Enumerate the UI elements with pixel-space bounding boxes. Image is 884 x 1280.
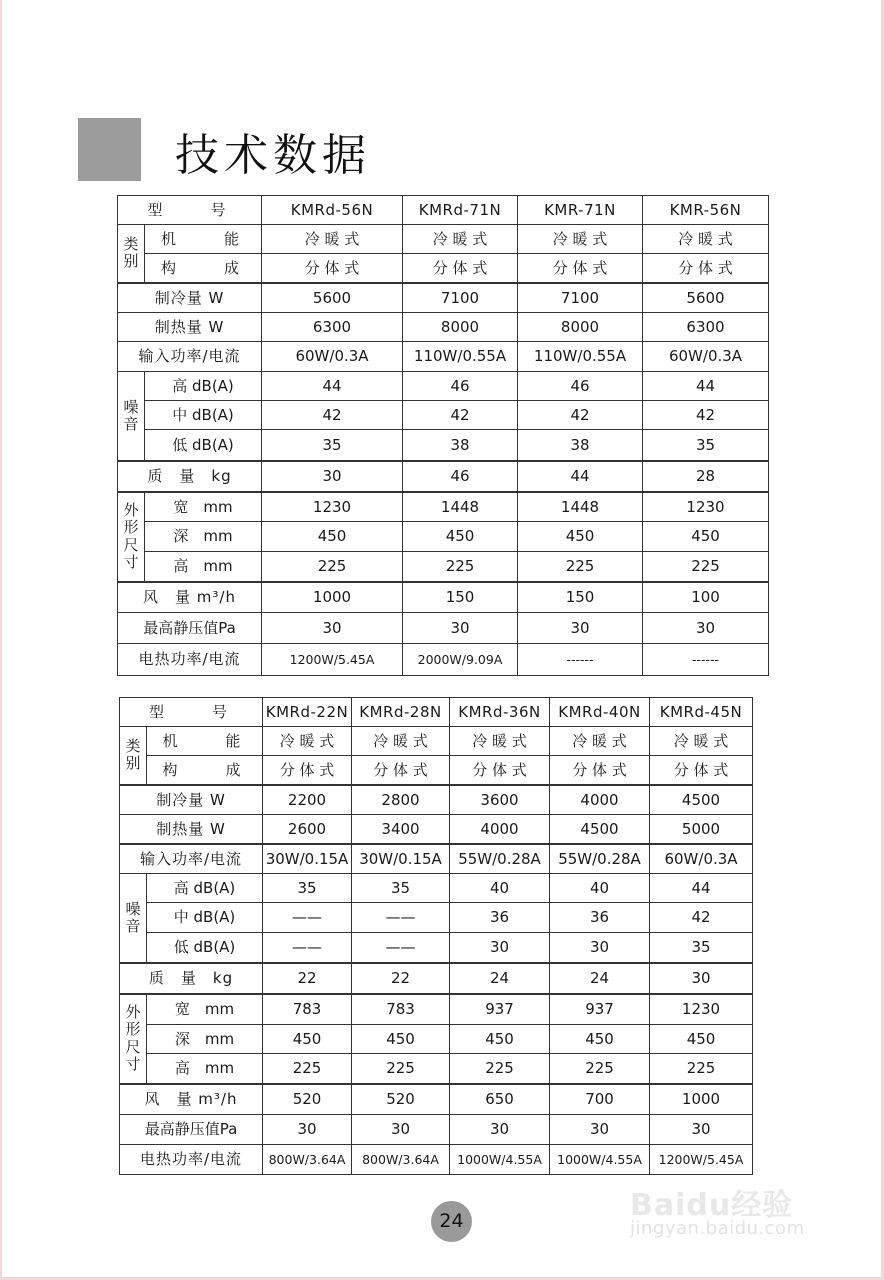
label-airflow: 风 量 m³/h (120, 1084, 263, 1115)
data-cell: 150 (518, 582, 643, 613)
data-cell: 冷 暖 式 (518, 225, 643, 254)
data-cell: ------ (643, 644, 769, 676)
label-noise-low: 低 dB(A) (145, 430, 262, 461)
data-cell: 35 (262, 430, 403, 461)
data-cell: 4000 (550, 785, 650, 815)
label-model: 型 号 (118, 196, 262, 225)
label-structure: 构 成 (147, 756, 263, 785)
data-cell: 30 (650, 963, 753, 994)
data-cell: 冷 暖 式 (550, 727, 650, 756)
label-electric-heat: 电热功率/电流 (118, 644, 262, 676)
data-cell: 7100 (518, 283, 643, 313)
data-cell: 520 (263, 1084, 352, 1115)
data-cell: 3400 (352, 815, 450, 844)
data-cell: 800W/3.64A (352, 1145, 450, 1175)
data-cell: 冷 暖 式 (262, 225, 403, 254)
data-cell: 30 (550, 1115, 650, 1145)
data-cell: 1448 (518, 492, 643, 522)
label-static-pressure: 最高静压值Pa (118, 613, 262, 644)
data-cell: 30 (262, 461, 403, 492)
data-cell: 分 体 式 (518, 254, 643, 283)
label-height: 高 mm (145, 552, 262, 582)
data-cell: 30W/0.15A (263, 844, 352, 874)
data-cell: 冷 暖 式 (403, 225, 518, 254)
data-cell: 30W/0.15A (352, 844, 450, 874)
data-cell: 800W/3.64A (263, 1145, 352, 1175)
table-row-cooling (118, 283, 769, 313)
data-cell: 1200W/5.45A (262, 644, 403, 676)
data-cell: 46 (403, 372, 518, 401)
data-cell: 28 (643, 461, 769, 492)
data-cell: 60W/0.3A (643, 342, 769, 372)
data-cell: 450 (450, 1025, 550, 1054)
data-cell: 38 (403, 430, 518, 461)
data-cell: 1000 (650, 1084, 753, 1115)
table-row-input-power (120, 844, 753, 874)
data-cell: ------ (518, 644, 643, 676)
data-cell: 30 (450, 933, 550, 963)
data-cell: 150 (403, 582, 518, 613)
data-cell: 35 (352, 874, 450, 903)
data-cell: 分 体 式 (263, 756, 352, 785)
data-cell: 42 (643, 401, 769, 430)
data-cell: 225 (518, 552, 643, 582)
model-cell: KMRd-56N (262, 196, 403, 225)
model-cell: KMR-71N (518, 196, 643, 225)
data-cell: 2200 (263, 785, 352, 815)
page-title: 技术数据 (175, 130, 371, 181)
watermark-url: jingyan.baidu.com (630, 1218, 805, 1239)
data-cell: —— (263, 903, 352, 933)
label-heating: 制热量 W (118, 313, 262, 342)
data-cell: 30 (650, 1115, 753, 1145)
data-cell: 2600 (263, 815, 352, 844)
data-cell: 42 (403, 401, 518, 430)
data-cell: 6300 (262, 313, 403, 342)
data-cell: 225 (550, 1054, 650, 1084)
table-row-heating (120, 815, 753, 844)
data-cell: 60W/0.3A (650, 844, 753, 874)
data-cell: 44 (262, 372, 403, 401)
table-row-noise-low (120, 933, 753, 963)
table-row-static-pressure (120, 1115, 753, 1145)
data-cell: 1448 (403, 492, 518, 522)
data-cell: 46 (518, 372, 643, 401)
data-cell: 冷 暖 式 (650, 727, 753, 756)
data-cell: 937 (450, 994, 550, 1025)
page-number-badge: 24 (431, 1201, 472, 1242)
label-depth: 深 mm (147, 1025, 263, 1054)
data-cell: 450 (263, 1025, 352, 1054)
label-noise: 噪音 (120, 874, 147, 963)
data-cell: 30 (352, 1115, 450, 1145)
data-cell: 60W/0.3A (262, 342, 403, 372)
table-row-noise-mid (120, 903, 753, 933)
table-row-noise-high (118, 372, 769, 401)
data-cell: 冷 暖 式 (352, 727, 450, 756)
table-row-electric-heat (120, 1145, 753, 1175)
data-cell: 冷 暖 式 (643, 225, 769, 254)
label-static-pressure: 最高静压值Pa (120, 1115, 263, 1145)
data-cell: 7100 (403, 283, 518, 313)
label-input-power: 输入功率/电流 (118, 342, 262, 372)
data-cell: 分 体 式 (262, 254, 403, 283)
table-row-airflow (120, 1084, 753, 1115)
data-cell: 22 (352, 963, 450, 994)
table-row-noise-mid (118, 401, 769, 430)
data-cell: 38 (518, 430, 643, 461)
data-cell: 225 (262, 552, 403, 582)
data-cell: 24 (550, 963, 650, 994)
label-noise: 噪音 (118, 372, 145, 461)
data-cell: 450 (352, 1025, 450, 1054)
data-cell: 42 (262, 401, 403, 430)
label-structure: 构 成 (145, 254, 262, 283)
data-cell: 分 体 式 (650, 756, 753, 785)
data-cell: 1230 (262, 492, 403, 522)
data-cell: 2000W/9.09A (403, 644, 518, 676)
label-noise-high: 高 dB(A) (145, 372, 262, 401)
label-airflow: 风 量 m³/h (118, 582, 262, 613)
table-row-airflow (118, 582, 769, 613)
data-cell: 22 (263, 963, 352, 994)
data-cell: 783 (263, 994, 352, 1025)
title-marker-square (78, 118, 141, 181)
data-cell: 1230 (650, 994, 753, 1025)
label-width: 宽 mm (147, 994, 263, 1025)
model-cell: KMRd-22N (263, 698, 352, 727)
data-cell: 225 (650, 1054, 753, 1084)
data-cell: 450 (262, 522, 403, 552)
table-row-height (120, 1054, 753, 1084)
data-cell: 44 (643, 372, 769, 401)
model-cell: KMRd-45N (650, 698, 753, 727)
label-electric-heat: 电热功率/电流 (120, 1145, 263, 1175)
data-cell: —— (352, 933, 450, 963)
data-cell: 42 (650, 903, 753, 933)
data-cell: 225 (643, 552, 769, 582)
table-row-mass (118, 461, 769, 492)
data-cell: —— (352, 903, 450, 933)
data-cell: 5600 (643, 283, 769, 313)
data-cell: 40 (450, 874, 550, 903)
data-cell: 450 (518, 522, 643, 552)
data-cell: 44 (518, 461, 643, 492)
data-cell: 30 (263, 1115, 352, 1145)
data-cell: 55W/0.28A (550, 844, 650, 874)
data-cell: 1230 (643, 492, 769, 522)
label-model: 型 号 (120, 698, 263, 727)
label-dimensions: 外形尺寸 (118, 492, 145, 582)
data-cell: 450 (550, 1025, 650, 1054)
table-row-structure (120, 756, 753, 785)
data-cell: 450 (403, 522, 518, 552)
label-function: 机 能 (147, 727, 263, 756)
data-cell: 35 (650, 933, 753, 963)
data-cell: 35 (643, 430, 769, 461)
table-row-width (120, 994, 753, 1025)
data-cell: 30 (450, 1115, 550, 1145)
spec-table-2 (119, 697, 753, 1175)
label-category: 类别 (118, 225, 145, 283)
data-cell: 36 (550, 903, 650, 933)
data-cell: 6300 (643, 313, 769, 342)
data-cell: 110W/0.55A (518, 342, 643, 372)
label-noise-high: 高 dB(A) (147, 874, 263, 903)
model-cell: KMRd-28N (352, 698, 450, 727)
data-cell: 5600 (262, 283, 403, 313)
table-row-electric-heat (118, 644, 769, 676)
data-cell: 937 (550, 994, 650, 1025)
data-cell: 8000 (403, 313, 518, 342)
data-cell: 30 (403, 613, 518, 644)
label-noise-low: 低 dB(A) (147, 933, 263, 963)
model-cell: KMRd-40N (550, 698, 650, 727)
data-cell: 分 体 式 (352, 756, 450, 785)
data-cell: 40 (550, 874, 650, 903)
data-cell: 783 (352, 994, 450, 1025)
data-cell: 100 (643, 582, 769, 613)
data-cell: 分 体 式 (450, 756, 550, 785)
label-width: 宽 mm (145, 492, 262, 522)
table-row-noise-low (118, 430, 769, 461)
label-depth: 深 mm (145, 522, 262, 552)
data-cell: 44 (650, 874, 753, 903)
label-cooling: 制冷量 W (118, 283, 262, 313)
model-cell: KMR-56N (643, 196, 769, 225)
table-row-model (120, 698, 753, 727)
data-cell: 55W/0.28A (450, 844, 550, 874)
data-cell: 3600 (450, 785, 550, 815)
data-cell: 450 (643, 522, 769, 552)
data-cell: 30 (550, 933, 650, 963)
label-noise-mid: 中 dB(A) (147, 903, 263, 933)
table-row-depth (118, 522, 769, 552)
table-row-width (118, 492, 769, 522)
data-cell: 225 (263, 1054, 352, 1084)
data-cell: 24 (450, 963, 550, 994)
label-mass: 质 量 kg (120, 963, 263, 994)
data-cell: 450 (650, 1025, 753, 1054)
label-noise-mid: 中 dB(A) (145, 401, 262, 430)
model-cell: KMRd-36N (450, 698, 550, 727)
data-cell: 4000 (450, 815, 550, 844)
table-row-structure (118, 254, 769, 283)
data-cell: 225 (403, 552, 518, 582)
data-cell: 4500 (650, 785, 753, 815)
data-cell: 分 体 式 (550, 756, 650, 785)
watermark-logo: Baidu经验 (630, 1188, 794, 1223)
table-row-input-power (118, 342, 769, 372)
spec-table-1 (117, 195, 769, 676)
table-row-noise-high (120, 874, 753, 903)
page-edge-left (0, 0, 2, 1280)
data-cell: 520 (352, 1084, 450, 1115)
data-cell: 35 (263, 874, 352, 903)
data-cell: 42 (518, 401, 643, 430)
label-cooling: 制冷量 W (120, 785, 263, 815)
table-row-model (118, 196, 769, 225)
data-cell: 700 (550, 1084, 650, 1115)
data-cell: 分 体 式 (403, 254, 518, 283)
table-row-cooling (120, 785, 753, 815)
data-cell: 30 (262, 613, 403, 644)
data-cell: 冷 暖 式 (263, 727, 352, 756)
data-cell: 2800 (352, 785, 450, 815)
data-cell: 36 (450, 903, 550, 933)
model-cell: KMRd-71N (403, 196, 518, 225)
table-row-depth (120, 1025, 753, 1054)
data-cell: 4500 (550, 815, 650, 844)
data-cell: 46 (403, 461, 518, 492)
data-cell: 1000W/4.55A (450, 1145, 550, 1175)
table-row-function (120, 727, 753, 756)
data-cell: 1000 (262, 582, 403, 613)
label-input-power: 输入功率/电流 (120, 844, 263, 874)
label-function: 机 能 (145, 225, 262, 254)
data-cell: 冷 暖 式 (450, 727, 550, 756)
data-cell: 1000W/4.55A (550, 1145, 650, 1175)
data-cell: 分 体 式 (643, 254, 769, 283)
data-cell: 5000 (650, 815, 753, 844)
table-row-height (118, 552, 769, 582)
table-row-heating (118, 313, 769, 342)
label-height: 高 mm (147, 1054, 263, 1084)
data-cell: —— (263, 933, 352, 963)
table-row-static-pressure (118, 613, 769, 644)
label-heating: 制热量 W (120, 815, 263, 844)
data-cell: 225 (352, 1054, 450, 1084)
label-mass: 质 量 kg (118, 461, 262, 492)
data-cell: 650 (450, 1084, 550, 1115)
data-cell: 1200W/5.45A (650, 1145, 753, 1175)
data-cell: 30 (643, 613, 769, 644)
label-category: 类别 (120, 727, 147, 785)
data-cell: 30 (518, 613, 643, 644)
label-dimensions: 外形尺寸 (120, 994, 147, 1084)
data-cell: 110W/0.55A (403, 342, 518, 372)
data-cell: 8000 (518, 313, 643, 342)
table-row-function (118, 225, 769, 254)
table-row-mass (120, 963, 753, 994)
data-cell: 225 (450, 1054, 550, 1084)
